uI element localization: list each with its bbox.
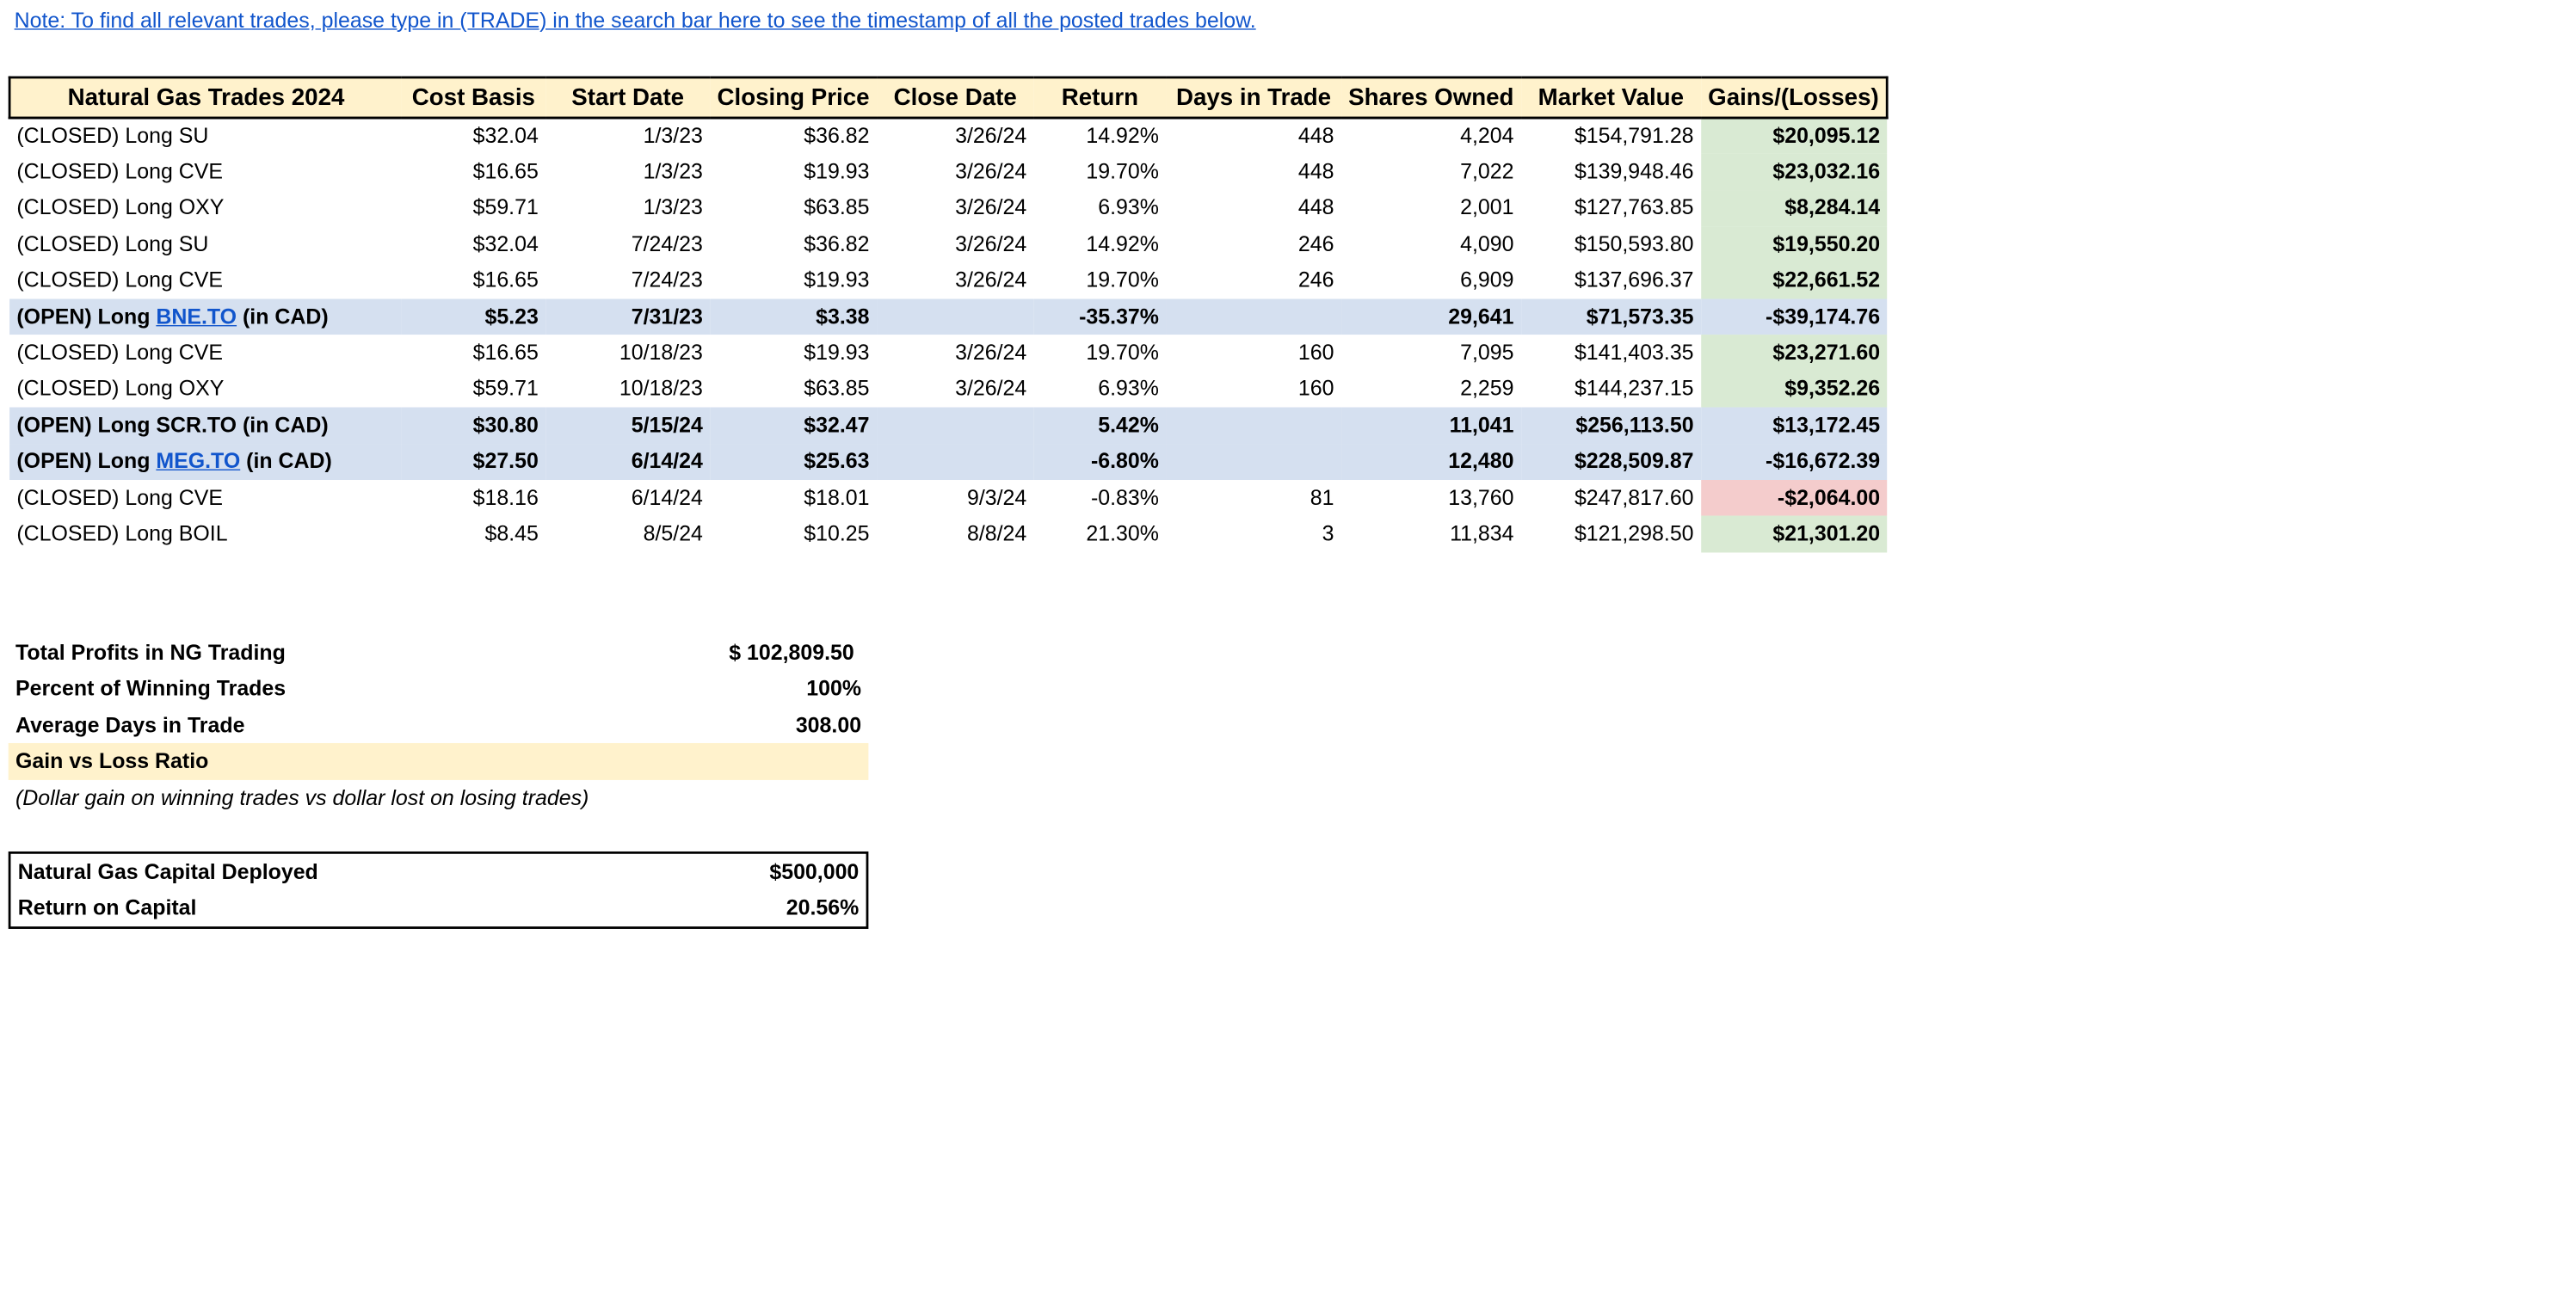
col-header-start-date[interactable]: Start Date — [545, 77, 710, 118]
cell-start-date[interactable]: 1/3/23 — [643, 195, 703, 220]
currency-note: (in CAD) — [240, 449, 332, 473]
cell-close-date[interactable] — [877, 408, 1034, 444]
cell-start-date[interactable]: 7/24/23 — [631, 231, 703, 256]
cell-gains-losses[interactable]: $20,095.12 — [1701, 118, 1888, 154]
cell-return[interactable]: -0.83% — [1090, 485, 1159, 510]
table-row[interactable] — [9, 408, 1887, 444]
trade-label: (CLOSED) Long CVE — [16, 485, 224, 510]
col-header-return[interactable]: Return — [1034, 77, 1167, 118]
cell-return[interactable]: -6.80% — [1034, 444, 1167, 480]
trade-label: (CLOSED) Long CVE — [16, 341, 224, 365]
cell-shares-owned[interactable]: 2,259 — [1460, 377, 1514, 401]
cell-trade-name[interactable] — [9, 154, 402, 190]
cell-return[interactable]: 5.42% — [1034, 408, 1167, 444]
cell-cost-basis[interactable]: $30.80 — [402, 408, 546, 444]
cell-days-in-trade[interactable]: 448 — [1297, 124, 1334, 148]
gain-loss-ratio-row[interactable] — [9, 743, 869, 779]
cell-gains-losses[interactable]: $21,301.20 — [1701, 516, 1888, 552]
table-row[interactable] — [9, 516, 1887, 552]
col-header-cost-basis[interactable]: Cost Basis — [402, 77, 546, 118]
cell-return[interactable]: 14.92% — [1086, 231, 1159, 256]
cell-shares-owned[interactable]: 6,909 — [1460, 267, 1514, 292]
capital-deployed-value: $500,000 — [769, 859, 860, 884]
cell-days-in-trade[interactable]: 246 — [1297, 267, 1334, 292]
table-row[interactable] — [9, 154, 1887, 190]
trade-label: (CLOSED) Long OXY — [16, 377, 225, 401]
cell-close-date[interactable]: 3/26/24 — [955, 195, 1027, 220]
trade-label: (OPEN) Long — [16, 449, 157, 473]
cell-gains-losses[interactable]: $9,352.26 — [1701, 372, 1888, 408]
total-profits-label: Total Profits in NG Trading — [15, 640, 286, 665]
return-on-capital-value: 20.56% — [786, 895, 860, 920]
cell-close-date[interactable]: 8/8/24 — [966, 521, 1027, 546]
cell-market-value[interactable]: $256,113.50 — [1521, 408, 1701, 444]
cell-days-in-trade[interactable]: 160 — [1297, 377, 1334, 401]
cell-close-date[interactable] — [877, 298, 1034, 335]
winning-trades-value: 100% — [806, 676, 862, 701]
cell-shares-owned[interactable]: 29,641 — [1341, 298, 1521, 335]
cell-return[interactable]: -35.37% — [1034, 298, 1167, 335]
cell-trade-name[interactable] — [9, 444, 402, 480]
cell-close-date[interactable]: 3/26/24 — [955, 159, 1027, 184]
table-row[interactable] — [9, 298, 1887, 335]
cell-gains-losses[interactable]: $22,661.52 — [1701, 262, 1888, 298]
cell-return[interactable]: 19.70% — [1086, 341, 1159, 365]
cell-shares-owned[interactable]: 4,204 — [1460, 124, 1514, 148]
return-on-capital-label: Return on Capital — [17, 895, 197, 920]
cell-gains-losses[interactable]: $19,550.20 — [1701, 226, 1888, 262]
cell-closing-price[interactable]: $10.25 — [804, 521, 870, 546]
table-row[interactable] — [9, 190, 1887, 226]
cell-days-in-trade[interactable] — [1166, 298, 1341, 335]
trade-label: (CLOSED) Long CVE — [16, 159, 224, 184]
cell-trade-name[interactable] — [9, 190, 402, 226]
cell-close-date[interactable]: 3/26/24 — [955, 341, 1027, 365]
cell-start-date[interactable]: 8/5/24 — [643, 521, 703, 546]
ratio-note-row[interactable] — [9, 779, 869, 815]
capital-box — [9, 851, 869, 929]
cell-start-date[interactable]: 7/31/23 — [545, 298, 710, 335]
cell-return[interactable]: 6.93% — [1098, 377, 1159, 401]
cell-trade-name[interactable] — [9, 480, 402, 516]
cell-shares-owned[interactable]: 12,480 — [1341, 444, 1521, 480]
cell-close-date[interactable]: 3/26/24 — [955, 124, 1027, 148]
table-row[interactable] — [9, 226, 1887, 262]
table-row[interactable] — [9, 372, 1887, 408]
cell-return[interactable]: 19.70% — [1086, 159, 1159, 184]
cell-days-in-trade[interactable]: 160 — [1297, 341, 1334, 365]
cell-close-date[interactable] — [877, 444, 1034, 480]
table-row[interactable] — [9, 335, 1887, 372]
average-days-row[interactable] — [9, 707, 869, 743]
table-row[interactable] — [9, 262, 1887, 298]
col-header-trade[interactable]: Natural Gas Trades 2024 — [9, 77, 402, 118]
cell-days-in-trade[interactable]: 246 — [1297, 231, 1334, 256]
cell-market-value[interactable]: $144,237.15 — [1574, 377, 1694, 401]
capital-deployed-row[interactable] — [10, 854, 866, 890]
col-header-closing-price[interactable]: Closing Price — [710, 77, 877, 118]
cell-shares-owned[interactable]: 11,041 — [1341, 408, 1521, 444]
cell-gains-losses[interactable]: $13,172.45 — [1701, 408, 1888, 444]
cell-closing-price[interactable]: $32.47 — [710, 408, 877, 444]
summary-block — [9, 635, 869, 815]
cell-shares-owned[interactable]: 2,001 — [1460, 195, 1514, 220]
cell-start-date[interactable]: 1/3/23 — [643, 159, 703, 184]
cell-start-date[interactable]: 6/14/24 — [545, 444, 710, 480]
cell-shares-owned[interactable]: 7,022 — [1460, 159, 1514, 184]
cell-market-value[interactable]: $154,791.28 — [1574, 124, 1694, 148]
cell-gains-losses[interactable]: $23,032.16 — [1701, 154, 1888, 190]
cell-return[interactable]: 19.70% — [1086, 267, 1159, 292]
trade-label: (CLOSED) Long SU — [16, 124, 209, 148]
cell-start-date[interactable]: 10/18/23 — [619, 377, 703, 401]
cell-closing-price[interactable]: $63.85 — [804, 377, 870, 401]
cell-closing-price[interactable]: $3.38 — [710, 298, 877, 335]
cell-cost-basis[interactable]: $32.04 — [472, 231, 539, 256]
trade-label: (OPEN) Long SCR.TO (in CAD) — [16, 413, 329, 437]
capital-deployed-label: Natural Gas Capital Deployed — [17, 859, 318, 884]
cell-market-value[interactable]: $228,509.87 — [1521, 444, 1701, 480]
cell-days-in-trade[interactable]: 448 — [1297, 195, 1334, 220]
cell-cost-basis[interactable]: $59.71 — [472, 377, 539, 401]
cell-gains-losses[interactable]: -$2,064.00 — [1701, 480, 1888, 516]
cell-cost-basis[interactable]: $16.65 — [472, 159, 539, 184]
cell-start-date[interactable]: 7/24/23 — [631, 267, 703, 292]
cell-return[interactable]: 14.92% — [1086, 124, 1159, 148]
cell-return[interactable]: 21.30% — [1086, 521, 1159, 546]
cell-market-value[interactable]: $121,298.50 — [1574, 521, 1694, 546]
cell-close-date[interactable]: 3/26/24 — [955, 267, 1027, 292]
trade-label: (CLOSED) Long CVE — [16, 267, 224, 292]
cell-cost-basis[interactable]: $18.16 — [472, 485, 539, 510]
cell-cost-basis[interactable]: $5.23 — [402, 298, 546, 335]
average-days-label: Average Days in Trade — [15, 713, 245, 737]
total-profits-row[interactable] — [9, 635, 869, 671]
average-days-value: 308.00 — [795, 713, 862, 737]
cell-trade-name[interactable] — [9, 408, 402, 444]
search-note-link[interactable]: Note: To find all relevant trades, please type in (TRADE) in the search bar here to see the timestamp of all the posted trades below. — [14, 8, 1256, 33]
cell-market-value[interactable]: $127,763.85 — [1574, 195, 1694, 220]
table-row[interactable] — [9, 444, 1887, 480]
trades-table — [9, 77, 1889, 552]
cell-cost-basis[interactable]: $32.04 — [472, 124, 539, 148]
trade-label: (OPEN) Long — [16, 304, 157, 329]
table-row[interactable] — [9, 118, 1887, 154]
cell-market-value[interactable]: $141,403.35 — [1574, 341, 1694, 365]
cell-market-value[interactable]: $139,948.46 — [1574, 159, 1694, 184]
cell-days-in-trade[interactable] — [1166, 444, 1341, 480]
cell-gains-losses[interactable]: -$39,174.76 — [1701, 298, 1888, 335]
cell-start-date[interactable]: 6/14/24 — [631, 485, 703, 510]
cell-cost-basis[interactable]: $16.65 — [472, 341, 539, 365]
cell-shares-owned[interactable]: 13,760 — [1448, 485, 1514, 510]
ticker-link[interactable]: MEG.TO — [156, 449, 241, 473]
cell-market-value[interactable]: $137,696.37 — [1574, 267, 1694, 292]
cell-closing-price[interactable]: $19.93 — [804, 159, 870, 184]
winning-trades-label: Percent of Winning Trades — [15, 676, 287, 701]
table-row[interactable] — [9, 480, 1887, 516]
cell-market-value[interactable]: $71,573.35 — [1521, 298, 1701, 335]
col-header-gains-losses[interactable]: Gains/(Losses) — [1701, 77, 1888, 118]
cell-return[interactable]: 6.93% — [1098, 195, 1159, 220]
cell-cost-basis[interactable]: $8.45 — [484, 521, 539, 546]
return-on-capital-row[interactable] — [10, 890, 866, 926]
gain-loss-ratio-label: Gain vs Loss Ratio — [15, 749, 209, 773]
trade-label: (CLOSED) Long BOIL — [16, 521, 228, 546]
cell-gains-losses[interactable]: $23,271.60 — [1701, 335, 1888, 372]
cell-start-date[interactable]: 5/15/24 — [545, 408, 710, 444]
cell-shares-owned[interactable]: 11,834 — [1450, 521, 1514, 546]
cell-cost-basis[interactable]: $59.71 — [472, 195, 539, 220]
cell-days-in-trade[interactable]: 448 — [1297, 159, 1334, 184]
col-header-market-value[interactable]: Market Value — [1521, 77, 1701, 118]
total-profits-value: $ 102,809.50 — [729, 640, 854, 665]
cell-trade-name[interactable] — [9, 516, 402, 552]
cell-gains-losses[interactable]: $8,284.14 — [1701, 190, 1888, 226]
trade-label: (CLOSED) Long OXY — [16, 195, 225, 220]
cell-closing-price[interactable]: $19.93 — [804, 341, 870, 365]
cell-closing-price[interactable]: $18.01 — [804, 485, 870, 510]
cell-close-date[interactable]: 9/3/24 — [966, 485, 1027, 510]
col-header-days-in-trade[interactable]: Days in Trade — [1166, 77, 1341, 118]
cell-close-date[interactable]: 3/26/24 — [955, 231, 1027, 256]
cell-start-date[interactable]: 1/3/23 — [643, 124, 703, 148]
cell-trade-name[interactable] — [9, 335, 402, 372]
cell-market-value[interactable]: $150,593.80 — [1574, 231, 1694, 256]
trade-label: (CLOSED) Long SU — [16, 231, 209, 256]
col-header-close-date[interactable]: Close Date — [877, 77, 1034, 118]
ticker-link[interactable]: BNE.TO — [156, 304, 237, 329]
cell-close-date[interactable]: 3/26/24 — [955, 377, 1027, 401]
cell-trade-name[interactable] — [9, 118, 402, 154]
cell-trade-name[interactable] — [9, 298, 402, 335]
cell-market-value[interactable]: $247,817.60 — [1574, 485, 1694, 510]
cell-trade-name[interactable] — [9, 226, 402, 262]
cell-closing-price[interactable]: $36.82 — [804, 231, 870, 256]
cell-shares-owned[interactable]: 7,095 — [1460, 341, 1514, 365]
cell-start-date[interactable]: 10/18/23 — [619, 341, 703, 365]
cell-trade-name[interactable] — [9, 372, 402, 408]
cell-gains-losses[interactable]: -$16,672.39 — [1701, 444, 1888, 480]
cell-cost-basis[interactable]: $27.50 — [402, 444, 546, 480]
ratio-note: (Dollar gain on winning trades vs dollar lost on losing trades) — [15, 785, 589, 809]
cell-trade-name[interactable] — [9, 262, 402, 298]
header-row — [9, 77, 1887, 118]
cell-cost-basis[interactable]: $16.65 — [472, 267, 539, 292]
cell-closing-price[interactable]: $19.93 — [804, 267, 870, 292]
cell-closing-price[interactable]: $63.85 — [804, 195, 870, 220]
cell-days-in-trade[interactable] — [1166, 408, 1341, 444]
currency-note: (in CAD) — [237, 304, 329, 329]
cell-days-in-trade[interactable]: 3 — [1322, 521, 1334, 546]
cell-closing-price[interactable]: $36.82 — [804, 124, 870, 148]
winning-trades-row[interactable] — [9, 671, 869, 707]
cell-shares-owned[interactable]: 4,090 — [1460, 231, 1514, 256]
col-header-shares-owned[interactable]: Shares Owned — [1341, 77, 1521, 118]
cell-days-in-trade[interactable]: 81 — [1310, 485, 1334, 510]
cell-closing-price[interactable]: $25.63 — [710, 444, 877, 480]
